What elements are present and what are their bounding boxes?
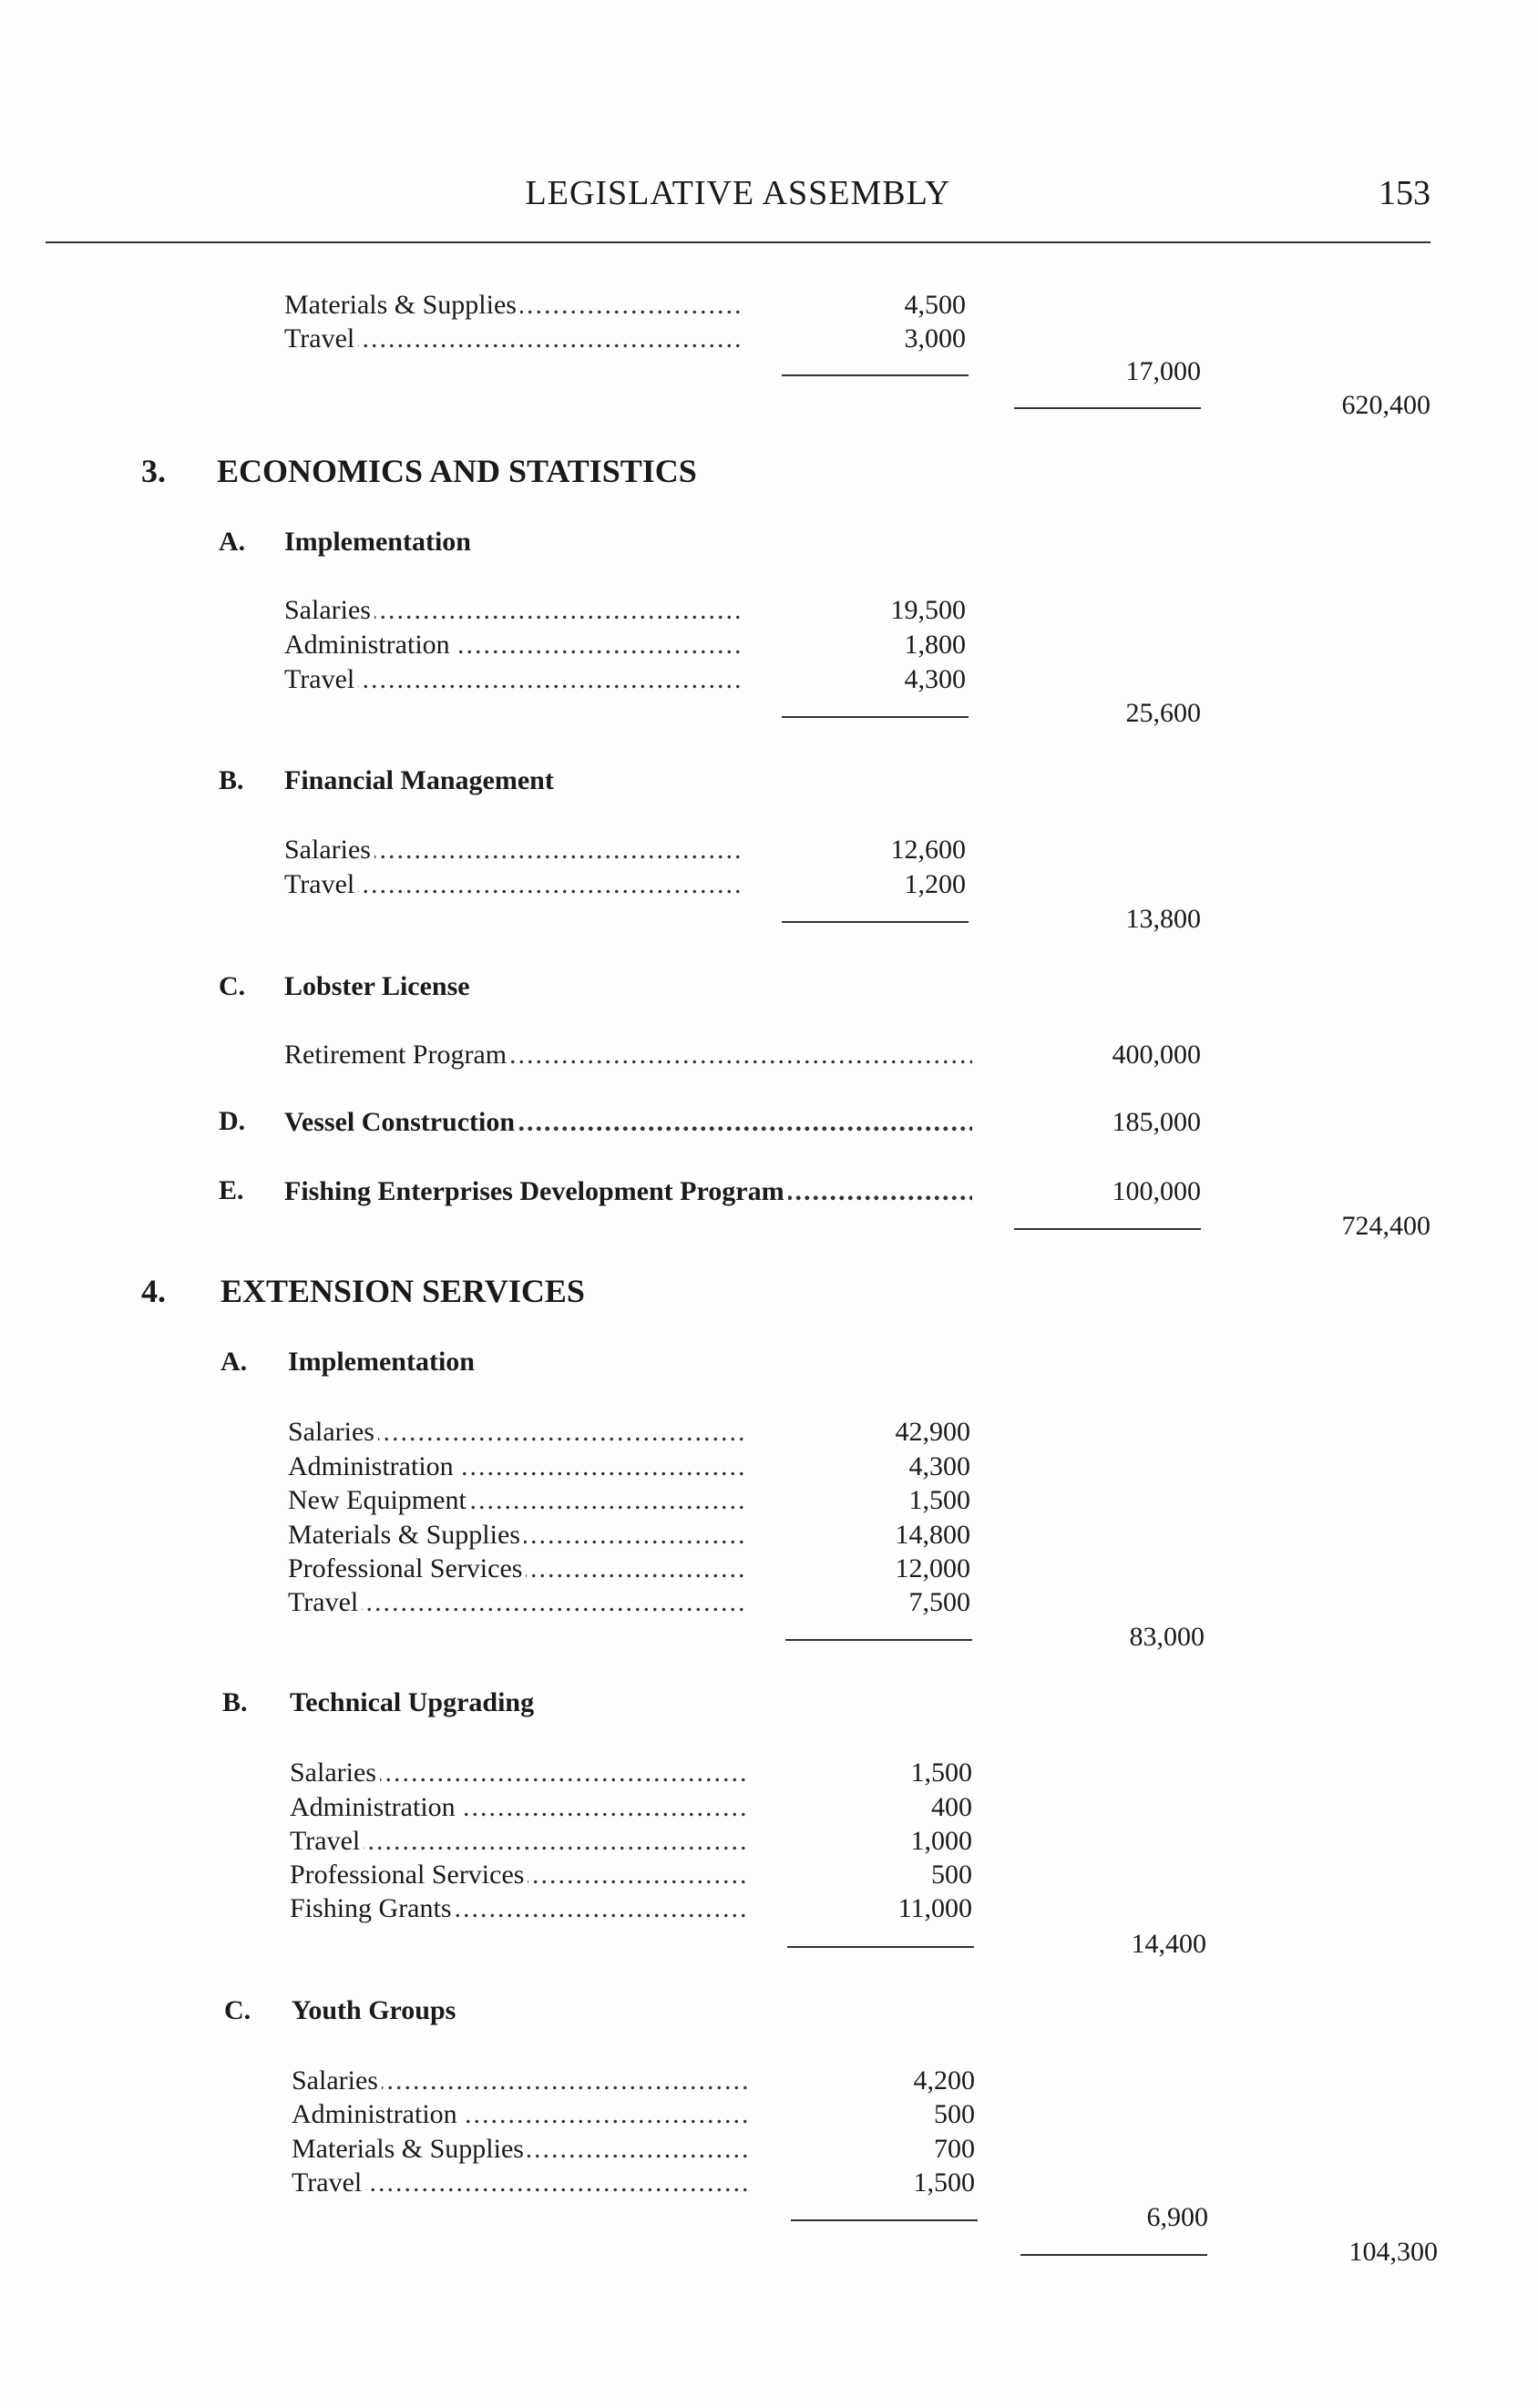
subtotal-row: [0, 355, 1538, 388]
line-item: [0, 834, 1538, 866]
line-item-amount: 100,000: [1112, 1176, 1201, 1206]
line-item: [0, 1416, 1538, 1449]
line-item-label: Travel: [284, 323, 358, 354]
line-item-label: Salaries: [284, 595, 374, 625]
section-total-amount: 104,300: [1348, 2237, 1438, 2267]
subtotal-row: [0, 903, 1538, 936]
line-item-amount: 500: [934, 2099, 975, 2129]
line-item-label: Administration: [284, 630, 454, 660]
subsection-title: Technical Upgrading: [290, 1687, 535, 1717]
section-title: EXTENSION SERVICES: [220, 1273, 585, 1309]
line-item-label: Travel: [284, 869, 358, 899]
line-item: [0, 1859, 1538, 1891]
line-item-amount: 1,200: [904, 869, 966, 899]
line-item-amount: 1,500: [908, 1485, 970, 1515]
line-item-amount: 14,800: [895, 1520, 970, 1550]
subsection-letter: B.: [219, 765, 244, 795]
line-item-amount: 185,000: [1112, 1107, 1201, 1137]
section-title: ECONOMICS AND STATISTICS: [217, 453, 697, 489]
line-item: [0, 1450, 1538, 1483]
subsection-letter: D.: [219, 1106, 246, 1136]
subsection-letter: A.: [220, 1347, 248, 1377]
line-item-label: Salaries: [290, 1757, 380, 1788]
subsection-title: Financial Management: [284, 765, 554, 795]
subsection-title: Implementation: [284, 527, 471, 557]
line-item-amount: 12,600: [890, 835, 966, 865]
line-item: [0, 1892, 1538, 1925]
subtotal-row: [0, 1928, 1538, 1961]
line-item: [0, 1039, 1538, 1071]
line-item-label: Salaries: [288, 1417, 378, 1447]
line-item-label: Travel: [290, 1826, 364, 1856]
line-item-label: Administration: [288, 1451, 457, 1481]
line-item-label: Retirement Program: [284, 1040, 510, 1070]
line-item: [0, 1586, 1538, 1619]
page-number: 153: [1379, 174, 1430, 212]
line-item-amount: 1,000: [910, 1826, 972, 1856]
line-item: [0, 594, 1538, 627]
section-number: 3.: [141, 453, 166, 489]
line-item: [0, 1519, 1538, 1552]
subtotal-amount: 13,800: [1125, 904, 1201, 934]
line-item: [0, 2167, 1538, 2199]
subsection-title: Lobster License: [284, 971, 470, 1001]
line-item-label: Materials & Supplies: [284, 290, 520, 320]
line-item-amount: 700: [934, 2134, 975, 2164]
subsection-letter: E.: [219, 1175, 244, 1205]
line-item-amount: 4,500: [904, 290, 966, 320]
line-item-amount: 4,300: [908, 1451, 970, 1481]
line-item-label: Salaries: [292, 2065, 382, 2095]
line-item-label: Travel: [288, 1587, 362, 1617]
line-item: [0, 2098, 1538, 2131]
subsection-letter: C.: [224, 1995, 251, 2025]
line-item-amount: 4,300: [904, 664, 966, 694]
section-total-amount: 620,400: [1341, 390, 1430, 420]
subtotal-row: [0, 1621, 1538, 1654]
line-item-amount: 500: [931, 1860, 972, 1890]
line-item-amount: 7,500: [908, 1587, 970, 1617]
section-total-row: [0, 389, 1538, 422]
subsection-letter: C.: [219, 971, 246, 1001]
line-item-label: Travel: [284, 664, 358, 694]
line-item-label: Fishing Grants: [290, 1893, 456, 1923]
line-item-label: Travel: [292, 2167, 365, 2198]
subsection-letter: A.: [219, 527, 246, 557]
section-total-row: [0, 2236, 1538, 2269]
section-total-row: [0, 1210, 1538, 1243]
line-item: [0, 1791, 1538, 1824]
line-item-amount: 42,900: [895, 1417, 970, 1447]
line-item-amount: 1,800: [904, 630, 966, 660]
line-item: [0, 629, 1538, 661]
page-header: [46, 173, 1430, 243]
line-item-label: Professional Services: [290, 1860, 528, 1890]
line-item: [0, 1757, 1538, 1789]
line-item: [0, 1825, 1538, 1858]
line-item: [0, 2065, 1538, 2097]
line-item: [0, 1175, 1538, 1208]
subtotal-row: [0, 697, 1538, 730]
subtotal-amount: 25,600: [1125, 698, 1201, 728]
subtotal-amount: 83,000: [1129, 1622, 1205, 1652]
line-item-amount: 12,000: [895, 1553, 970, 1583]
line-item: [0, 2133, 1538, 2166]
line-item-label: Professional Services: [288, 1553, 526, 1583]
line-item-label: Administration: [292, 2099, 461, 2129]
subtotal-amount: 6,900: [1146, 2202, 1208, 2232]
section-number: 4.: [141, 1273, 166, 1309]
line-item-amount: 1,500: [910, 1757, 972, 1788]
line-item-amount: 4,200: [913, 2065, 975, 2095]
line-item: [0, 1106, 1538, 1139]
line-item-amount: 400,000: [1112, 1040, 1201, 1070]
line-item: [0, 323, 1538, 355]
line-item: [0, 1552, 1538, 1585]
line-item-amount: 1,500: [913, 2167, 975, 2198]
line-item-label: Materials & Supplies: [288, 1520, 524, 1550]
line-item-amount: 11,000: [897, 1893, 972, 1923]
subsection-title: Fishing Enterprises Development Program: [284, 1176, 788, 1206]
subsection-letter: B.: [222, 1687, 248, 1717]
subsection-title: Implementation: [288, 1347, 475, 1377]
line-item-amount: 19,500: [890, 595, 966, 625]
line-item-amount: 3,000: [904, 323, 966, 354]
line-item-label: New Equipment: [288, 1485, 470, 1515]
subtotal-amount: 14,400: [1131, 1929, 1206, 1959]
subtotal-amount: 17,000: [1125, 356, 1201, 386]
line-item-label: Materials & Supplies: [292, 2134, 528, 2164]
subsection-title: Youth Groups: [292, 1995, 456, 2025]
line-item-amount: 400: [931, 1792, 972, 1822]
line-item-label: Salaries: [284, 835, 374, 865]
section-total-amount: 724,400: [1341, 1211, 1430, 1241]
running-title: LEGISLATIVE ASSEMBLY: [525, 174, 951, 212]
subsection-title: Vessel Construction: [284, 1107, 518, 1137]
line-item: [0, 663, 1538, 696]
subtotal-row: [0, 2201, 1538, 2234]
line-item: [0, 1484, 1538, 1517]
line-item: [0, 868, 1538, 901]
line-item: [0, 289, 1538, 322]
line-item-label: Administration: [290, 1792, 459, 1822]
